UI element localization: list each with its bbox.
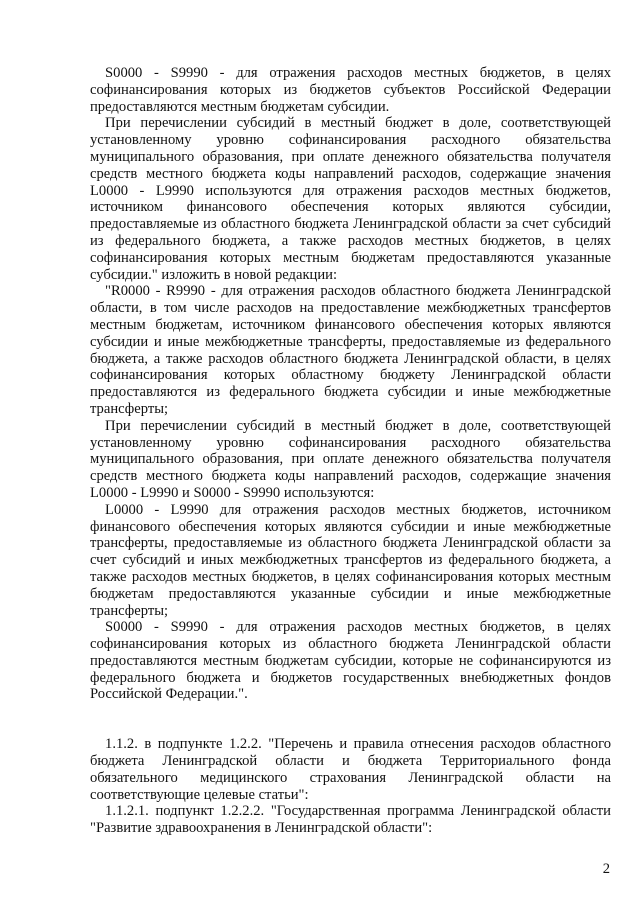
paragraph-subsidy-transfer-new: При перечислении субсидий в местный бюджет в доле, соответствующей установленному уровню софинансирования расходного обязательства муниципального образования, при оплате денежного обязательства получателя средств местного бюджета коды направлений расходов, содержащие значения L0000 - L9990 и S0000 - S9990 используются: [90, 417, 611, 501]
paragraph-r-codes: "R0000 - R9990 - для отражения расходов областного бюджета Ленинградской области, в том числе расходов на предоставление межбюджетных трансфертов местным бюджетам, источником финансового обеспечения которых являются субсидии и иные межбюджетные трансферты, предоставляемые из федерального бюджета, а также расходов областного бюджета Ленинградской области, в целях софинансирования которых областному бюджету Ленинградской области предоставляются из федерального бюджета субсидии и иные межбюджетные трансферты; [90, 283, 611, 417]
paragraph-l-codes: L0000 - L9990 для отражения расходов местных бюджетов, источником финансового обеспечения которых являются субсидии и иные межбюджетные трансферты, предоставляемые из областного бюджета Ленинградской области за счет субсидий и иных межбюджетных трансфертов из федерального бюджета, а также расходов местных бюджетов, в целях софинансирования которых местным бюджетам предоставляются указанные субсидии и иные межбюджетные трансферты; [90, 501, 611, 619]
paragraph-subclause-1-1-2-1: 1.1.2.1. подпункт 1.2.2.2. "Государственная программа Ленинградской области "Развитие здравоохранения в Ленинградской области": [90, 803, 611, 837]
document-body [90, 65, 611, 837]
paragraph-subsidy-transfer-old: При перечислении субсидий в местный бюджет в доле, соответствующей установленному уровню софинансирования расходного обязательства муниципального образования, при оплате денежного обязательства получателя средств местного бюджета коды направлений расходов, содержащие значения L0000 - L9990 используются для отражения расходов местных бюджетов, источником финансового обеспечения которых являются субсидии, предоставляемые из областного бюджета Ленинградской области за счет субсидий из федерального бюджета, а также расходов местных бюджетов, в целях софинансирования которых местным бюджетам предоставляются указанные субсидии." изложить в новой редакции: [90, 115, 611, 283]
paragraph-s-codes-new: S0000 - S9990 - для отражения расходов местных бюджетов, в целях софинансирования которых из областного бюджета Ленинградской области предоставляются местным бюджетам субсидии, которые не софинансируются из федерального бюджета и бюджетов государственных внебюджетных фондов Российской Федерации.". [90, 619, 611, 703]
paragraph-s-codes-intro: S0000 - S9990 - для отражения расходов местных бюджетов, в целях софинансирования которых из бюджетов субъектов Российской Федерации предоставляются местным бюджетам субсидии. [90, 65, 611, 115]
page-number: 2 [602, 861, 610, 877]
paragraph-subclause-1-1-2: 1.1.2. в подпункте 1.2.2. "Перечень и правила отнесения расходов областного бюджета Ленинградской области и бюджета Территориального фонда обязательного медицинского страхования Ленинградской области на соответствующие целевые статьи": [90, 736, 611, 803]
paragraph-gap [90, 703, 611, 736]
